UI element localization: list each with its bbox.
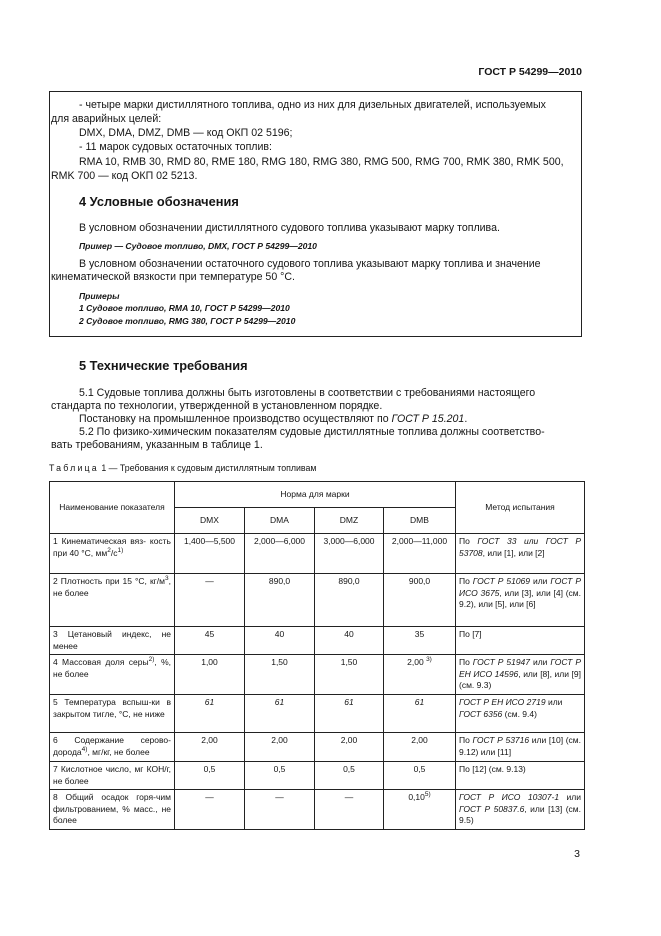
- box-line: для аварийных целей:: [51, 113, 162, 125]
- value-cell: 2,00: [245, 733, 315, 762]
- method-cell: По [12] (см. 9.13): [456, 762, 585, 790]
- value-cell: 40: [245, 627, 315, 655]
- value-cell: 2,00: [175, 733, 245, 762]
- value-cell: 0,5: [245, 762, 315, 790]
- section-4-paragraph: В условном обозначении дистиллятного судового топлива указывают марку топлива.: [79, 222, 500, 234]
- method-cell: По ГОСТ Р 51069 или ГОСТ Р ИСО 3675, или [3], или [4] (см. 9.2), или [5], или [6]: [456, 574, 585, 627]
- value-cell: 61: [384, 695, 456, 733]
- section-4-example: Пример — Судовое топливо, DMX, ГОСТ Р 54299—2010: [79, 241, 317, 251]
- method-cell: По ГОСТ Р 51947 или ГОСТ Р ЕН ИСО 14596, или [8], или [9] (см. 9.3): [456, 655, 585, 695]
- value-cell: 61: [245, 695, 315, 733]
- box-line: DMX, DMA, DMZ, DMB — код ОКП 02 5196;: [79, 127, 293, 139]
- table-row: [50, 655, 585, 695]
- value-cell: 1,50: [315, 655, 384, 695]
- page-number: 3: [574, 848, 580, 860]
- table-row: [50, 762, 585, 790]
- indicator-cell: 4 Массовая доля серы$^{2)}$, %, не более: [50, 655, 175, 695]
- method-cell: ГОСТ Р ИСО 10307-1 или ГОСТ Р 50837.6, или [13] (см. 9.5): [456, 790, 585, 830]
- value-cell: 2,00 $^{3)}$: [384, 655, 456, 695]
- indicator-cell: 8 Общий осадок горя-чим фильтрованием, % масс., не более: [50, 790, 175, 830]
- header-grade-dmz: DMZ: [315, 508, 384, 534]
- box-line: - четыре марки дистиллятного топлива, одно из них для дизельных двигателей, используемых: [79, 99, 546, 111]
- header-grade-dmb: DMB: [384, 508, 456, 534]
- table-caption: Таблица 1 — Требования к судовым дистиллятным топливам: [49, 463, 317, 473]
- section-4-examples-label: Примеры: [79, 291, 120, 301]
- value-cell: —: [245, 790, 315, 830]
- value-cell: 2,000—6,000: [245, 534, 315, 574]
- section-5-paragraph: вать требованиям, указанным в таблице 1.: [51, 439, 263, 451]
- indicator-cell: 2 Плотность при 15 °С, $кг/м^3$, не более: [50, 574, 175, 627]
- section-4-heading: 4 Условные обозначения: [79, 194, 239, 209]
- value-cell: 3,000—6,000: [315, 534, 384, 574]
- value-cell: 0,5: [175, 762, 245, 790]
- header-indicator-name: Наименование показателя: [50, 482, 175, 534]
- value-cell: —: [175, 790, 245, 830]
- method-cell: ГОСТ Р ЕН ИСО 2719 или ГОСТ 6356 (см. 9.4): [456, 695, 585, 733]
- section-4-paragraph: кинематической вязкости при температуре 50 °С.: [51, 271, 295, 283]
- box-line: - 11 марок судовых остаточных топлив:: [79, 141, 272, 153]
- standard-number-header: ГОСТ Р 54299—2010: [478, 66, 582, 78]
- header-grade-dmx: DMX: [175, 508, 245, 534]
- indicator-cell: 6 Содержание серово-дорода$^{4)}$, мг/кг, не более: [50, 733, 175, 762]
- section-4-paragraph: В условном обозначении остаточного судового топлива указывают марку топлива и значение: [79, 258, 541, 270]
- value-cell: 890,0: [315, 574, 384, 627]
- table-header-row: [50, 482, 585, 508]
- value-cell: 40: [315, 627, 384, 655]
- value-cell: 45: [175, 627, 245, 655]
- table-row: [50, 790, 585, 830]
- table-row: [50, 627, 585, 655]
- value-cell: 2,000—11,000: [384, 534, 456, 574]
- section-5-paragraph: 5.1 Судовые топлива должны быть изготовлены в соответствии с требованиями настоящего: [79, 387, 536, 399]
- section-4-example-2: 2 Судовое топливо, RMG 380, ГОСТ Р 54299—2010: [79, 316, 296, 326]
- table-row: [50, 534, 585, 574]
- section-5-heading: 5 Технические требования: [79, 358, 248, 373]
- section-4-example-1: 1 Судовое топливо, RMA 10, ГОСТ Р 54299—2010: [79, 303, 290, 313]
- table-row: [50, 733, 585, 762]
- method-cell: По ГОСТ Р 53716 или [10] (см. 9.12) или [11]: [456, 733, 585, 762]
- value-cell: 0,5: [384, 762, 456, 790]
- value-cell: 1,50: [245, 655, 315, 695]
- box-line: RMA 10, RMB 30, RMD 80, RME 180, RMG 180, RMG 380, RMG 500, RMG 700, RMK 380, RMK 500,: [79, 156, 564, 168]
- value-cell: 900,0: [384, 574, 456, 627]
- indicator-cell: 7 Кислотное число, мг КОН/г, не более: [50, 762, 175, 790]
- requirements-table: [49, 481, 585, 830]
- method-cell: По [7]: [456, 627, 585, 655]
- section-5-paragraph: Постановку на промышленное производство осуществляют по ГОСТ Р 15.201.: [79, 413, 468, 425]
- table-row: [50, 574, 585, 627]
- method-cell: По ГОСТ 33 или ГОСТ Р 53708, или [1], или [2]: [456, 534, 585, 574]
- value-cell: 61: [315, 695, 384, 733]
- value-cell: —: [315, 790, 384, 830]
- box-line: RMK 700 — код ОКП 02 5213.: [51, 170, 198, 182]
- section-5-paragraph: 5.2 По физико-химическим показателям судовые дистиллятные топлива должны соответство-: [79, 426, 545, 438]
- section-5-paragraph: стандарта по технологии, утвержденной в установленном порядке.: [51, 400, 383, 412]
- value-cell: 1,400—5,500: [175, 534, 245, 574]
- value-cell: 0,10$^{5)}$: [384, 790, 456, 830]
- table-row: [50, 695, 585, 733]
- value-cell: 890,0: [245, 574, 315, 627]
- value-cell: 2,00: [384, 733, 456, 762]
- indicator-cell: 5 Температура вспыш-ки в закрытом тигле, °С, не ниже: [50, 695, 175, 733]
- indicator-cell: 1 Кинематическая вяз- кость при 40 °С, $мм^2/с^{1)}$: [50, 534, 175, 574]
- value-cell: 2,00: [315, 733, 384, 762]
- value-cell: 61: [175, 695, 245, 733]
- header-grade-dma: DMA: [245, 508, 315, 534]
- value-cell: —: [175, 574, 245, 627]
- value-cell: 35: [384, 627, 456, 655]
- header-norm: Норма для марки: [175, 482, 456, 508]
- value-cell: 1,00: [175, 655, 245, 695]
- header-method: Метод испытания: [456, 482, 585, 534]
- indicator-cell: 3 Цетановый индекс, не менее: [50, 627, 175, 655]
- value-cell: 0,5: [315, 762, 384, 790]
